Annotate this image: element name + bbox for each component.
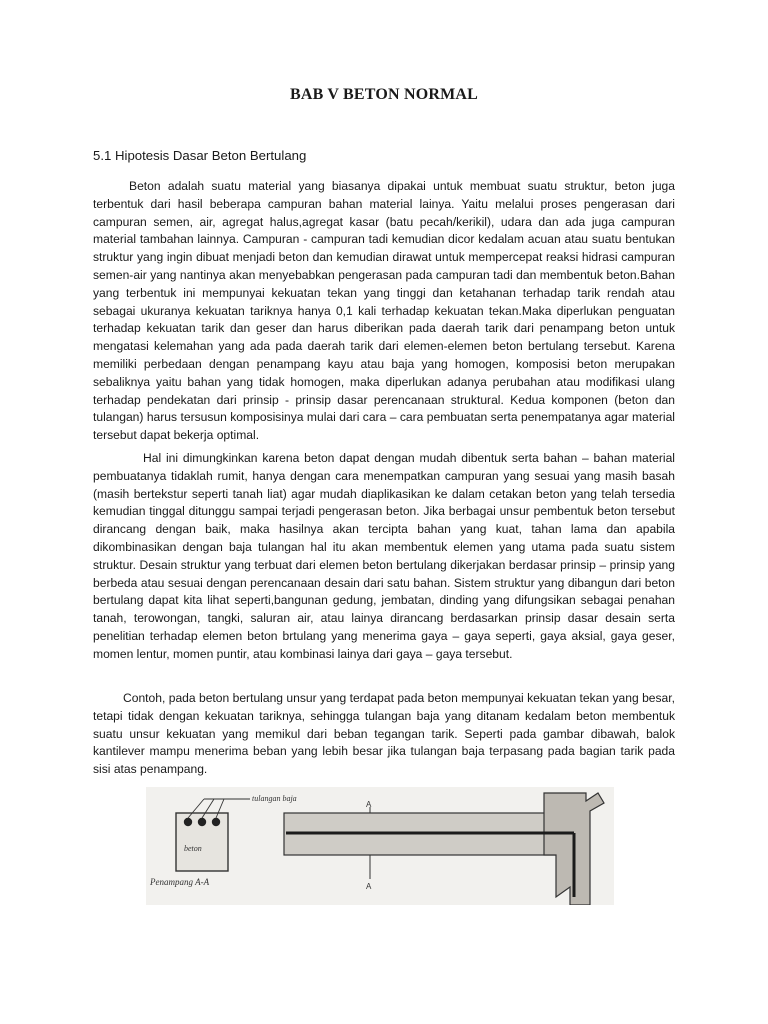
paragraph-3: Contoh, pada beton bertulang unsur yang terdapat pada beton mempunyai kekuatan tekan yang besar, tetapi tidak dengan kekuatan tariknya, sehingga tulangan baja yang ditanam kedalam beton membentuk suatu unsur kekuatan yang memikul dari beban tegangan tarik. Seperti pada gambar dibawah, balok kantilever mampu menerima beban yang lebih besar jika tulangan baja terpasang pada bagian tarik pada sisi atas penampang. xyxy=(93,691,676,777)
paragraph-1: Beton adalah suatu material yang biasanya dipakai untuk membuat suatu struktur, beton juga terbentuk dari hasil beberapa campuran bahan material lainya. Yaitu melalui proses pengerasan dari campuran semen, air, agregat halus,agregat kasar (batu pecah/kerikil), udara dan ada juga campuran material tambahan lainnya. Campuran - campuran tadi kemudian dicor kedalam acuan atau suatu bentukan struktur yang ingin dibuat menjadi beton dan kemudian dirawat untuk mempercepat reaksi hidrasi campuran semen-air yang nantinya akan menyebabkan pengerasan pada campuran tadi dan membentuk beton.Bahan yang terbentuk ini mempunyai kekuatan tekan yang tinggi dan ketahanan terhadap tarik rendah atau sebagai ukuranya kekuatan tariknya hanya 0,1 kali terhadap kekuatan tekan.Maka diperlukan penguatan terhadap kekuatan tarik dan geser dan harus diberikan pada daerah tarik dari penampang beton untuk mengatasi kelemahan yang ada pada daerah tarik dari elemen-elemen beton bertulang tersebut. Karena memiliki perbedaan dengan penampang kayu atau baja yang homogen, komposisi beton merupakan sebaliknya yaitu bahan yang tidak homogen, maka diperlukan adanya perubahan atau modifikasi ulang terhadap pendekatan dari prinsip - prinsip dasar perencanaan struktural. Kedua komponen (beton dan tulangan) harus tersusun komposisinya mulai dari cara – cara pembuatan serta penempatanya agar material tersebut dapat bekerja optimal. xyxy=(93,179,675,443)
cantilever-beam-figure xyxy=(146,787,614,905)
rebar-dot xyxy=(184,818,192,826)
section-mark-top: A xyxy=(366,800,372,809)
section-mark-bottom: A xyxy=(366,882,372,891)
rebar-label: tulangan baja xyxy=(252,794,297,803)
section-heading: 5.1 Hipotesis Dasar Beton Bertulang xyxy=(93,148,307,163)
rebar-dot xyxy=(212,818,220,826)
chapter-title: BAB V BETON NORMAL xyxy=(289,86,479,103)
section-label: Penampang A-A xyxy=(150,877,210,887)
rebar-dot xyxy=(198,818,206,826)
cantilever-diagram xyxy=(146,787,614,905)
concrete-label: beton xyxy=(184,844,202,853)
paragraph-2: Hal ini dimungkinkan karena beton dapat dengan mudah dibentuk serta bahan – bahan material pembuatanya tidaklah rumit, hanya dengan cara menempatkan campuran yang sesuai yang masih basah (masih bertekstur seperti tanah liat) agar mudah diaplikasikan ke dalam cetakan beton yang telah tersedia kemudian tinggal ditunggu sampai terjadi pengerasan beton. Jika berbagai unsur pembentuk beton tersebut dirancang dengan baik, maka hasilnya akan tercipta bahan yang kuat, tahan lama dan apabila dikombinasikan dengan baja tulangan hal itu akan membentuk elemen yang utama pada suatu sistem struktur. Desain struktur yang terbuat dari elemen beton bertulang dikerjakan berdasar prinsip – prinsip yang berbeda atau sesuai dengan perencanaan desain dari satu bahan. Sistem struktur yang dibangun dari beton bertulang dapat kita lihat seperti,bangunan gedung, jembatan, dinding yang difungsikan sebagai penahan tanah, terowongan, tangki, saluran air, atau lainya dirancang berdasarkan prinsip dasar desain serta penelitian terhadap elemen beton brtulang yang menerima gaya – gaya seperti, gaya aksial, gaya geser, momen lentur, momen puntir, atau kombinasi lainya dari gaya – gaya tersebut. xyxy=(93,451,675,661)
